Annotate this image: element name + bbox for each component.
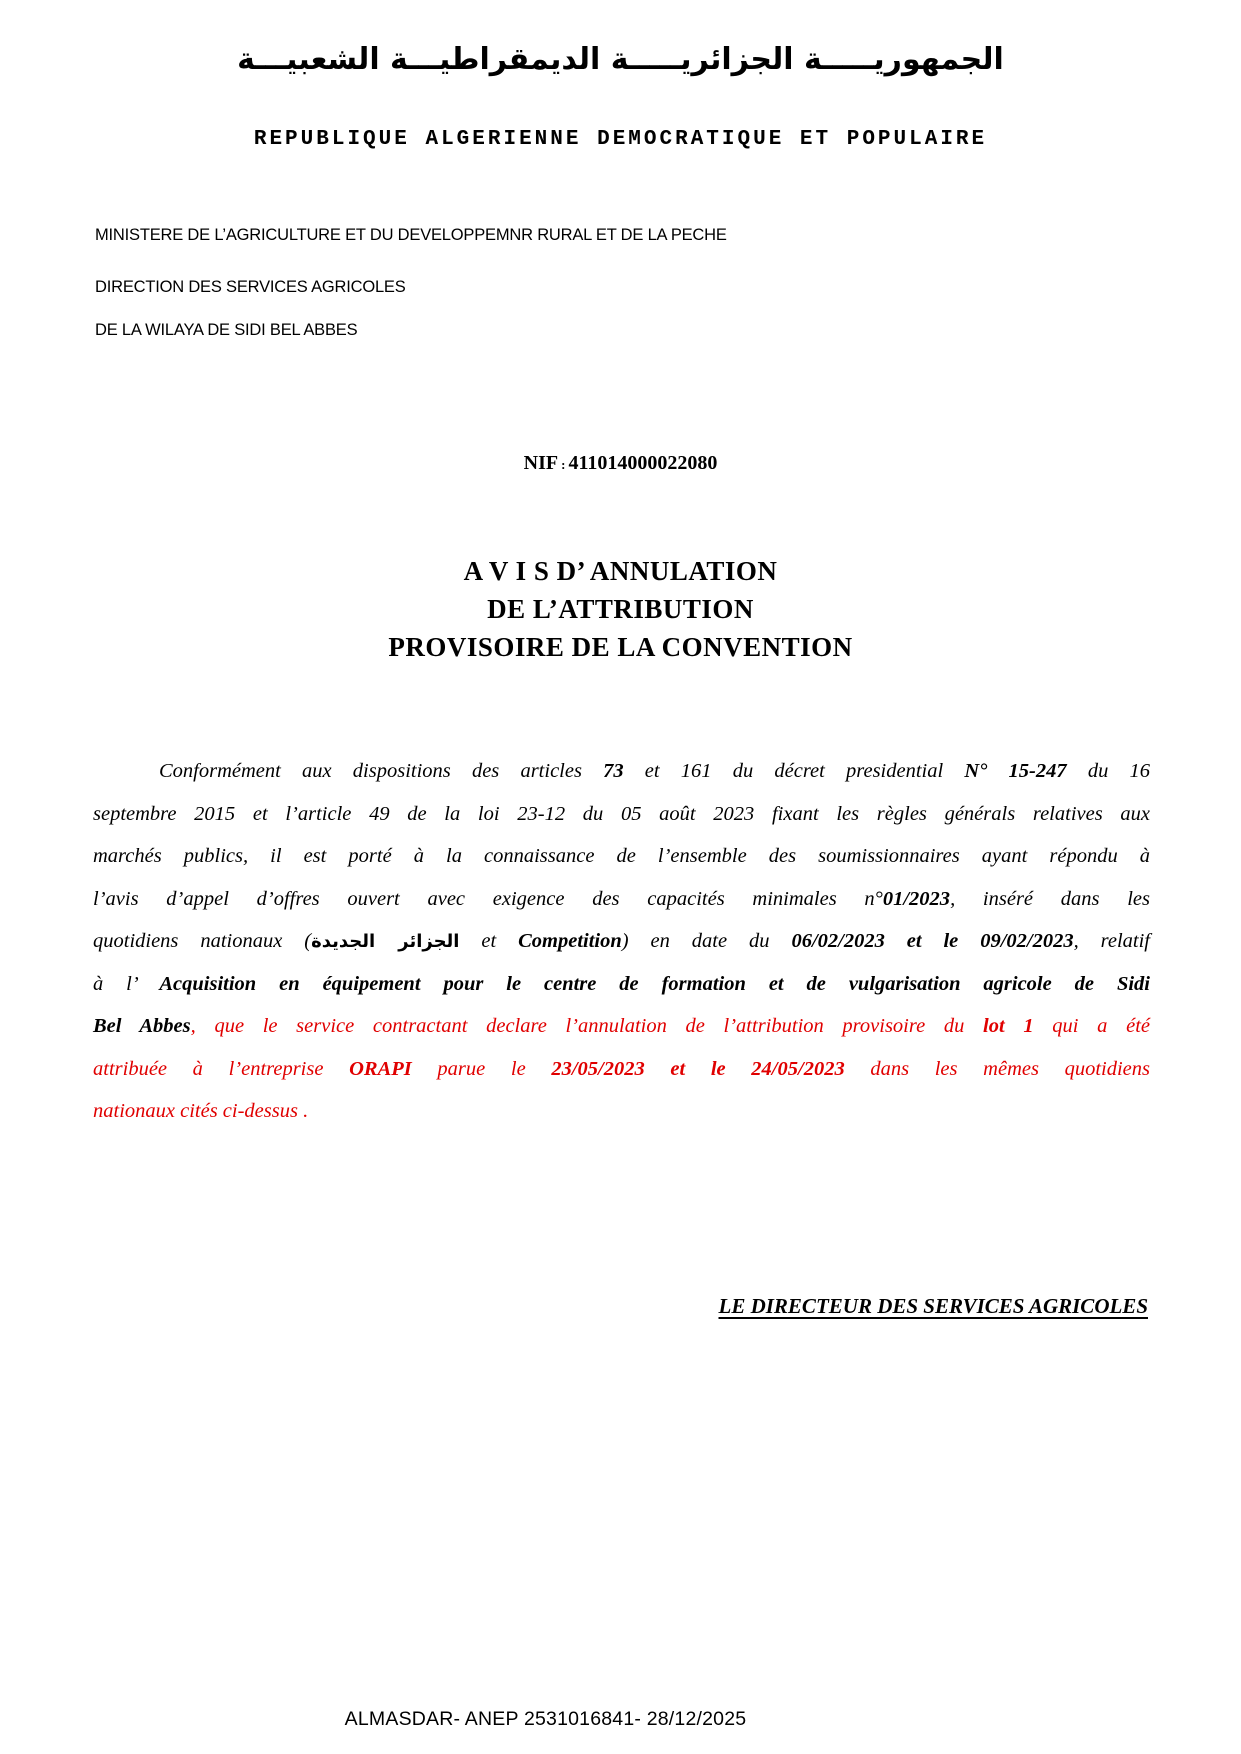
- body-line: [93, 1090, 1150, 1133]
- body-line: [93, 1005, 1150, 1048]
- body-text-segment: 23/05/2023 et le 24/05/2023: [551, 1057, 845, 1080]
- body-line: [93, 750, 1150, 793]
- arabic-republic-title: الجمهوريـــــة الجزائريـــــة الديمقراطيـــة الشعبيـــة: [237, 42, 1004, 77]
- nif-separator: :: [561, 457, 566, 472]
- notice-title-line: DE L’ATTRIBUTION: [487, 594, 754, 624]
- arabic-newspaper-name: الجزائر الجديدة: [311, 931, 460, 952]
- body-text-segment: ORAPI: [349, 1057, 412, 1080]
- notice-title-line: A V I S D’ ANNULATION: [463, 556, 778, 586]
- body-line: [93, 835, 1150, 878]
- direction-line: DIRECTION DES SERVICES AGRICOLES: [95, 278, 406, 296]
- body-text-segment: septembre 2015 et l’article 49 de la loi 23-12 du 05 août 2023 fixant les règles générals relatives aux: [93, 802, 1150, 825]
- body-text-segment: , inséré dans les: [950, 887, 1150, 910]
- body-text-segment: 73: [603, 760, 624, 782]
- nif-label: NIF: [523, 452, 559, 474]
- body-text-segment: et 161 du décret presidential: [623, 760, 965, 782]
- body-text-segment: attribuée à l’entreprise: [93, 1057, 350, 1080]
- notice-title-line: PROVISOIRE DE LA CONVENTION: [388, 632, 853, 662]
- body-text-segment: Acquisition en équipement pour le centre de formation et de vulgarisation agricole de Sidi: [159, 972, 1150, 995]
- body-text-segment: l’avis d’appel d’offres ouvert avec exigence des capacités minimales n°: [93, 887, 883, 910]
- body-line: [93, 878, 1150, 921]
- body-text-segment: 01/2023: [882, 887, 951, 910]
- body-line: [93, 920, 1150, 963]
- body-line: [93, 793, 1150, 836]
- signature-line: LE DIRECTEUR DES SERVICES AGRICOLES: [718, 1294, 1148, 1318]
- body-paragraph: [93, 750, 1150, 1133]
- republic-title: REPUBLIQUE ALGERIENNE DEMOCRATIQUE ET POPULAIRE: [253, 128, 988, 151]
- notice-title: [0, 552, 1241, 666]
- body-text-segment: parue le: [411, 1057, 552, 1080]
- body-text-segment: et: [459, 930, 519, 952]
- wilaya-line: DE LA WILAYA DE SIDI BEL ABBES: [95, 321, 358, 339]
- body-text-segment: quotidiens nationaux (: [93, 930, 312, 952]
- body-text-segment: nationaux cités ci-dessus .: [93, 1100, 309, 1122]
- nif-line: [0, 452, 1241, 475]
- body-text-segment: à l’: [93, 972, 160, 995]
- body-line: [93, 1048, 1150, 1091]
- body-text-segment: marchés publics, il est porté à la connaissance de l’ensemble des soumissionnaires ayant répondu à: [93, 845, 1150, 867]
- body-text-segment: qui a été: [1033, 1015, 1150, 1037]
- body-text-segment: Conformément aux dispositions des articles: [159, 760, 604, 782]
- body-text-segment: N° 15-247: [964, 760, 1067, 782]
- ministry-line: MINISTERE DE L’AGRICULTURE ET DU DEVELOPPEMNR RURAL ET DE LA PECHE: [95, 226, 727, 244]
- body-text-segment: lot 1: [983, 1015, 1034, 1037]
- body-text-segment: , que le service contractant declare l’annulation de l’attribution provisoire du: [190, 1015, 984, 1037]
- body-text-segment: Competition: [518, 930, 622, 952]
- body-line: [93, 963, 1150, 1006]
- body-text-segment: Bel Abbes: [93, 1015, 191, 1037]
- nif-value: 411014000022080: [568, 452, 718, 474]
- body-text-segment: , relatif: [1073, 930, 1151, 952]
- footer-line: ALMASDAR- ANEP 2531016841- 28/12/2025: [344, 1708, 747, 1730]
- body-text-segment: 06/02/2023 et le 09/02/2023: [791, 930, 1074, 952]
- body-text-segment: du 16: [1066, 760, 1150, 782]
- body-text-segment: dans les mêmes quotidiens: [844, 1057, 1151, 1080]
- body-text-segment: ) en date du: [621, 930, 792, 952]
